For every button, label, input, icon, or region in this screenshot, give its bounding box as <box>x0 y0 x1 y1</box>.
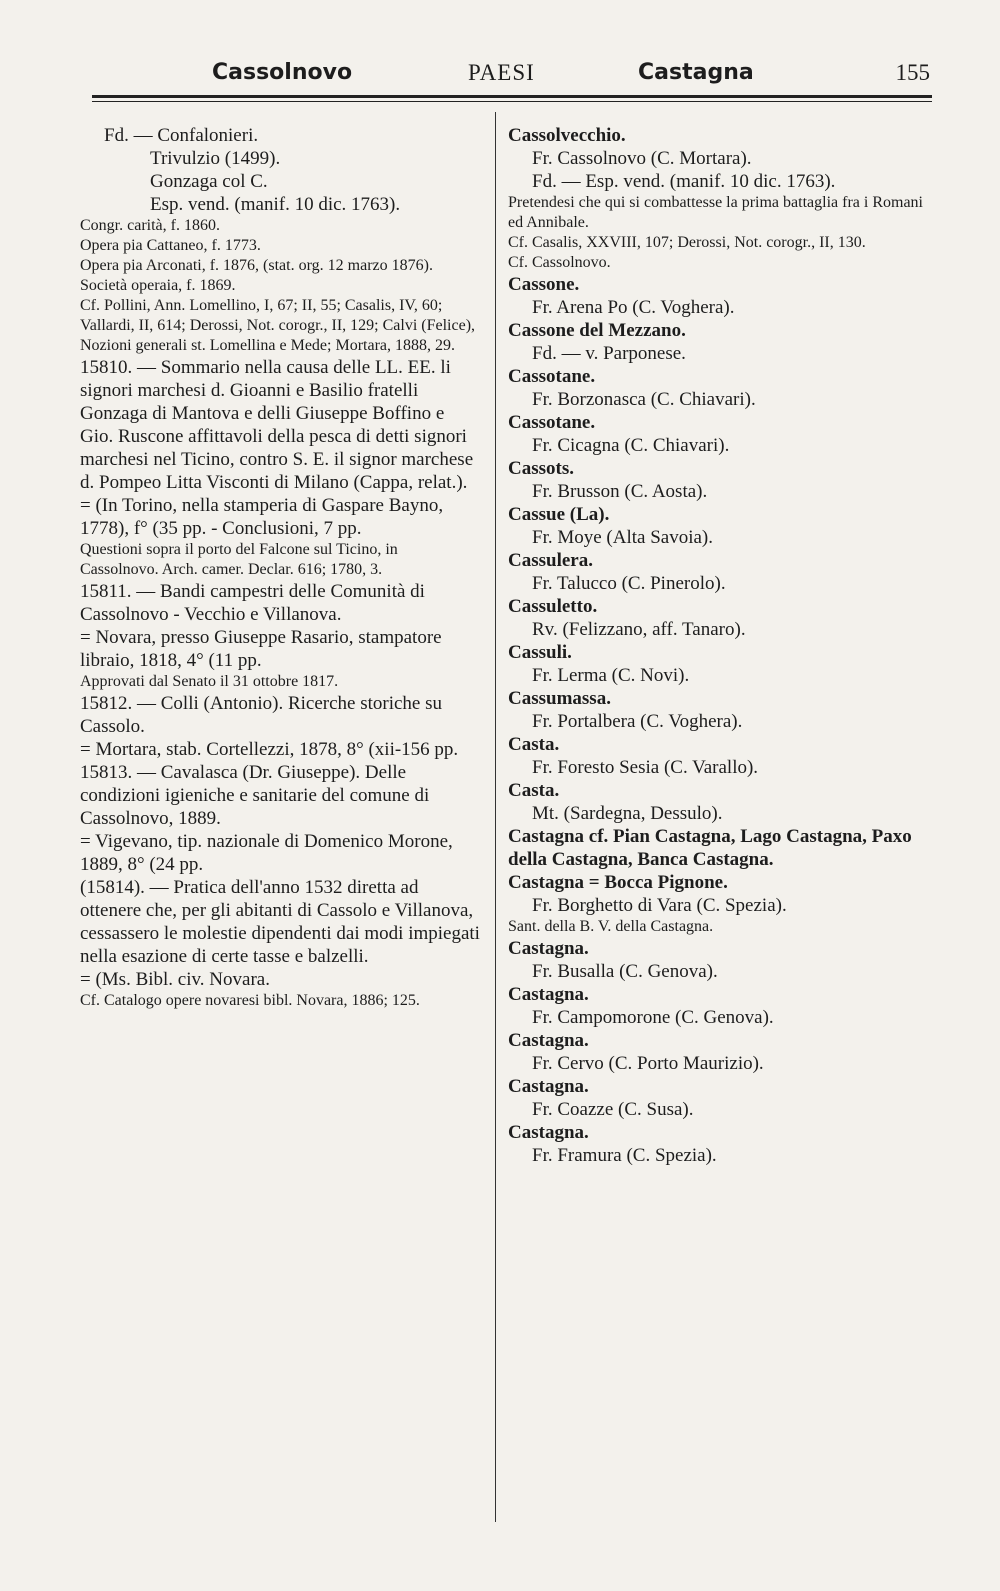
place-entry: Fr. Brusson (C. Aosta). <box>532 481 708 502</box>
running-header <box>90 60 930 96</box>
place-entry: Fd. — v. Parponese. <box>532 343 686 364</box>
place-entry: Cassulera. <box>508 550 593 571</box>
bibliography-entry: = Mortara, stab. Cortellezzi, 1878, 8° (xii-156 pp. <box>80 739 459 760</box>
header-rule-thin <box>92 101 932 102</box>
bibliography-entry: Approvati dal Senato il 31 ottobre 1817. <box>80 673 339 690</box>
place-entry: Fr. Coazze (C. Susa). <box>532 1099 694 1120</box>
place-entry: Fd. — Esp. vend. (manif. 10 dic. 1763). <box>532 171 836 192</box>
place-entry: Sant. della B. V. della Castagna. <box>508 918 714 935</box>
place-entry: Cf. Cassolnovo. <box>508 254 611 271</box>
place-entry: Fr. Arena Po (C. Voghera). <box>532 297 735 318</box>
bibliography-entry: Gonzaga col C. <box>150 171 268 192</box>
header-section: PAESI <box>468 60 535 85</box>
place-entry: Cassolvecchio. <box>508 125 626 146</box>
bibliography-entry: = Novara, presso Giuseppe Rasario, stampatore libraio, 1818, 4° (11 pp. <box>80 627 442 671</box>
bibliography-entry: Fd. — Confalonieri. <box>104 125 259 146</box>
place-entry: Cassuletto. <box>508 596 598 617</box>
place-entry: Cassumassa. <box>508 688 611 709</box>
place-entry: Castagna. <box>508 1030 589 1051</box>
place-entry: Fr. Talucco (C. Pinerolo). <box>532 573 726 594</box>
right-column <box>508 124 940 1167</box>
header-right-term: Castagna <box>638 60 754 85</box>
place-entry: Casta. <box>508 734 560 755</box>
bibliography-entry: Opera pia Arconati, f. 1876, (stat. org. 12 marzo 1876). <box>80 257 433 274</box>
bibliography-entry: 15813. — Cavalasca (Dr. Giuseppe). Delle condizioni igieniche e sanitarie del comune di Cassolnovo, 1889. <box>80 762 430 829</box>
place-entry: Fr. Borzonasca (C. Chiavari). <box>532 389 756 410</box>
place-entry: Fr. Portalbera (C. Voghera). <box>532 711 743 732</box>
place-entry: Cassue (La). <box>508 504 610 525</box>
place-entry: Fr. Moye (Alta Savoia). <box>532 527 714 548</box>
place-entry: Fr. Foresto Sesia (C. Varallo). <box>532 757 759 778</box>
bibliography-entry: Cf. Pollini, Ann. Lomellino, I, 67; II, 55; Casalis, IV, 60; Vallardi, II, 614; Derossi, Not. corogr., II, 129; Calvi (Felice), Nozioni generali st. Lomellina e Mede; Mortara, 1888, 29. <box>80 297 476 354</box>
place-entry: Castagna = Bocca Pignone. <box>508 872 728 893</box>
header-left-term: Cassolnovo <box>212 60 353 85</box>
bibliography-entry: = (Ms. Bibl. civ. Novara. <box>80 969 270 990</box>
place-entry: Cassotane. <box>508 366 596 387</box>
bibliography-entry: 15811. — Bandi campestri delle Comunità di Cassolnovo - Vecchio e Villanova. <box>80 581 425 625</box>
bibliography-entry: Opera pia Cattaneo, f. 1773. <box>80 237 261 254</box>
bibliography-entry: Esp. vend. (manif. 10 dic. 1763). <box>150 194 401 215</box>
bibliography-entry: = (In Torino, nella stamperia di Gaspare Bayno, 1778), f° (35 pp. - Conclusioni, 7 pp. <box>80 495 444 539</box>
bibliography-entry: Congr. carità, f. 1860. <box>80 217 220 234</box>
bibliography-entry: Società operaia, f. 1869. <box>80 277 236 294</box>
column-divider <box>495 112 496 1522</box>
bibliography-entry: Questioni sopra il porto del Falcone sul Ticino, in Cassolnovo. Arch. camer. Declar. 616; 1780, 3. <box>80 541 398 578</box>
place-entry: Casta. <box>508 780 560 801</box>
place-entry: Fr. Cervo (C. Porto Maurizio). <box>532 1053 764 1074</box>
place-entry: Castagna. <box>508 938 589 959</box>
bibliography-entry: (15814). — Pratica dell'anno 1532 diretta ad ottenere che, per gli abitanti di Cassolo e Villanova, cessassero le molestie dipendenti dai modi impiegati nella esazione di certe tasse e balzelli. <box>80 877 480 967</box>
place-entry: Mt. (Sardegna, Dessulo). <box>532 803 723 824</box>
bibliography-entry: 15810. — Sommario nella causa delle LL. EE. li signori marchesi d. Gioanni e Basilio fratelli Gonzaga di Mantova e delli Giuseppe Boffino e Gio. Ruscone affittavoli della pesca di detti signori marchesi nel Ticino, contro S. E. il signor marchese d. Pompeo Litta Visconti di Milano (Cappa, relat.). <box>80 357 474 493</box>
place-entry: Cassotane. <box>508 412 596 433</box>
place-entry: Rv. (Felizzano, aff. Tanaro). <box>532 619 746 640</box>
place-entry: Cassone. <box>508 274 580 295</box>
header-rule-thick <box>92 95 932 98</box>
place-entry: Fr. Cassolnovo (C. Mortara). <box>532 148 752 169</box>
bibliography-entry: Cf. Catalogo opere novaresi bibl. Novara, 1886; 125. <box>80 992 420 1009</box>
place-entry: Castagna cf. Pian Castagna, Lago Castagna, Paxo della Castagna, Banca Castagna. <box>508 826 912 870</box>
page-number: 155 <box>895 60 930 85</box>
bibliography-entry: = Vigevano, tip. nazionale di Domenico Morone, 1889, 8° (24 pp. <box>80 831 453 875</box>
place-entry: Cassuli. <box>508 642 572 663</box>
place-entry: Fr. Campomorone (C. Genova). <box>532 1007 774 1028</box>
place-entry: Castagna. <box>508 1076 589 1097</box>
place-entry: Cassots. <box>508 458 574 479</box>
place-entry: Pretendesi che qui si combattesse la prima battaglia fra i Romani ed Annibale. <box>508 194 923 231</box>
bibliography-entry: 15812. — Colli (Antonio). Ricerche storiche su Cassolo. <box>80 693 442 737</box>
place-entry: Fr. Cicagna (C. Chiavari). <box>532 435 730 456</box>
place-entry: Cf. Casalis, XXVIII, 107; Derossi, Not. corogr., II, 130. <box>508 234 866 251</box>
place-entry: Castagna. <box>508 1122 589 1143</box>
place-entry: Fr. Busalla (C. Genova). <box>532 961 718 982</box>
place-entry: Cassone del Mezzano. <box>508 320 686 341</box>
place-entry: Fr. Framura (C. Spezia). <box>532 1145 717 1166</box>
place-entry: Castagna. <box>508 984 589 1005</box>
bibliography-entry: Trivulzio (1499). <box>150 148 281 169</box>
place-entry: Fr. Lerma (C. Novi). <box>532 665 690 686</box>
left-column <box>80 124 480 1011</box>
place-entry: Fr. Borghetto di Vara (C. Spezia). <box>532 895 787 916</box>
